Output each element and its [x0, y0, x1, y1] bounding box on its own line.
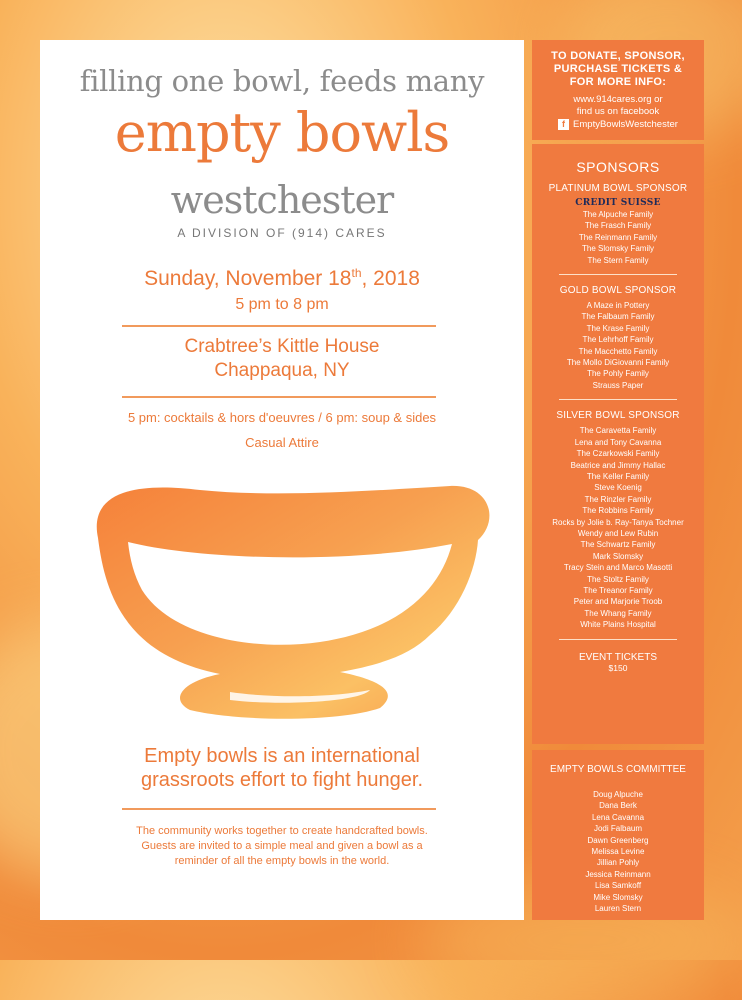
- facebook-handle: EmptyBowlsWestchester: [573, 119, 678, 130]
- list-item: Mark Slomsky: [592, 551, 644, 561]
- list-item: The Schwartz Family: [580, 540, 656, 550]
- committee-list: [532, 789, 704, 914]
- list-item: Lauren Stern: [594, 904, 642, 914]
- committee-heading: EMPTY BOWLS COMMITTEE: [550, 764, 686, 775]
- list-item: The Rinzler Family: [584, 494, 652, 504]
- date-prefix: Sunday, November 18: [144, 267, 352, 290]
- community-description: [100, 824, 464, 869]
- community-line: Guests are invited to a simple meal and given a bowl as a: [141, 840, 423, 852]
- list-item: Jessica Reinmann: [585, 869, 651, 879]
- division-line: A DIVISION OF (914) CARES: [177, 226, 387, 240]
- contact-heading-line: TO DONATE, SPONSOR,: [551, 50, 685, 62]
- contact-panel: [532, 40, 704, 140]
- list-item: Lena and Tony Cavanna: [574, 437, 662, 447]
- sponsors-heading: SPONSORS: [576, 159, 660, 175]
- divider: [122, 808, 436, 810]
- event-tickets-heading: EVENT TICKETS: [579, 651, 657, 663]
- list-item: The Robbins Family: [582, 506, 654, 516]
- divider: [122, 325, 436, 327]
- poster-main-panel: [40, 40, 524, 920]
- event-subtitle: westchester: [170, 178, 394, 222]
- list-item: Jillian Pohly: [596, 858, 640, 868]
- list-item: The Frasch Family: [584, 221, 652, 231]
- list-item: The Mollo DiGiovanni Family: [566, 358, 670, 368]
- event-title: empty bowls: [114, 101, 450, 164]
- list-item: White Plains Hospital: [580, 620, 656, 630]
- facebook-icon: f: [558, 119, 569, 130]
- list-item: The Keller Family: [586, 471, 650, 481]
- list-item: Doug Alpuche: [593, 790, 643, 799]
- list-item: The Caravetta Family: [579, 426, 657, 436]
- venue: [40, 335, 524, 383]
- list-item: Dana Berk: [599, 801, 637, 811]
- list-item: Steve Koenig: [594, 483, 642, 493]
- community-line: The community works together to create handcrafted bowls.: [136, 825, 428, 837]
- contact-heading-line: FOR MORE INFO:: [569, 76, 667, 88]
- list-item: The Alpuche Family: [582, 210, 654, 219]
- bowl-illustration-icon: [80, 460, 490, 720]
- list-item: The Krase Family: [586, 323, 650, 333]
- list-item: Lisa Samkoff: [594, 881, 642, 891]
- divider: [559, 639, 677, 640]
- list-item: The Falbaum Family: [581, 312, 655, 322]
- community-line: reminder of all the empty bowls in the world.: [174, 855, 390, 867]
- list-item: The Treanor Family: [583, 585, 653, 595]
- contact-heading: [532, 40, 704, 89]
- silver-sponsor-list: [532, 425, 704, 630]
- date-suffix: th: [351, 266, 362, 280]
- committee-panel: [532, 750, 704, 920]
- credit-suisse-logo: CREDIT SUISSE: [575, 198, 661, 208]
- list-item: The Stern Family: [587, 255, 649, 265]
- list-item: The Lehrhoff Family: [582, 335, 654, 345]
- list-item: Tracy Stein and Marco Masotti: [563, 563, 673, 573]
- divider: [559, 399, 677, 400]
- attire: Casual Attire: [245, 435, 319, 450]
- list-item: Dawn Greenberg: [587, 835, 649, 845]
- list-item: A Maze in Pottery: [586, 301, 650, 311]
- gold-sponsor-list: [532, 300, 704, 391]
- list-item: Melissa Levine: [591, 847, 645, 857]
- platinum-sponsor-list: [532, 209, 704, 266]
- sponsors-panel: [532, 144, 704, 744]
- list-item: Rocks by Jolie b. Ray-Tanya Tochner: [552, 517, 684, 527]
- list-item: Peter and Marjorie Troob: [573, 597, 663, 607]
- list-item: The Pohly Family: [587, 369, 649, 379]
- facebook-link[interactable]: [532, 118, 704, 131]
- event-date: [40, 266, 524, 291]
- list-item: Beatrice and Jimmy Hallac: [570, 460, 666, 470]
- contact-heading-line: PURCHASE TICKETS &: [553, 63, 683, 75]
- list-item: Wendy and Lew Rubin: [577, 528, 659, 538]
- list-item: Mike Slomsky: [593, 892, 643, 902]
- mission-line: grassroots effort to fight hunger.: [140, 769, 424, 791]
- mission-line: Empty bowls is an international: [144, 745, 420, 767]
- tagline: filling one bowl, feeds many: [79, 64, 485, 98]
- venue-name: Crabtree’s Kittle House: [184, 336, 380, 357]
- list-item: The Slomsky Family: [581, 244, 654, 254]
- list-item: The Stoltz Family: [587, 574, 649, 584]
- facebook-note: find us on facebook: [576, 106, 660, 117]
- list-item: Strauss Paper: [592, 380, 644, 390]
- gold-heading: GOLD BOWL SPONSOR: [559, 285, 677, 297]
- website-link[interactable]: www.914cares.org or: [573, 94, 663, 105]
- list-item: The Whang Family: [584, 608, 652, 618]
- divider: [559, 274, 677, 275]
- ticket-price: $150: [608, 662, 628, 673]
- schedule: 5 pm: cocktails & hors d'oeuvres / 6 pm: soup & sides: [127, 410, 437, 425]
- date-year: , 2018: [361, 267, 420, 290]
- event-time: 5 pm to 8 pm: [235, 296, 329, 313]
- list-item: The Czarkowski Family: [576, 449, 660, 459]
- platinum-heading: PLATINUM BOWL SPONSOR: [548, 183, 688, 194]
- list-item: Lena Cavanna: [591, 812, 645, 822]
- mission-statement: [40, 744, 524, 792]
- list-item: The Reinmann Family: [578, 232, 658, 242]
- silver-heading: SILVER BOWL SPONSOR: [556, 410, 680, 422]
- list-item: Jodi Falbaum: [593, 824, 643, 834]
- divider: [122, 396, 436, 398]
- venue-location: Chappaqua, NY: [214, 360, 350, 381]
- list-item: The Macchetto Family: [578, 346, 658, 356]
